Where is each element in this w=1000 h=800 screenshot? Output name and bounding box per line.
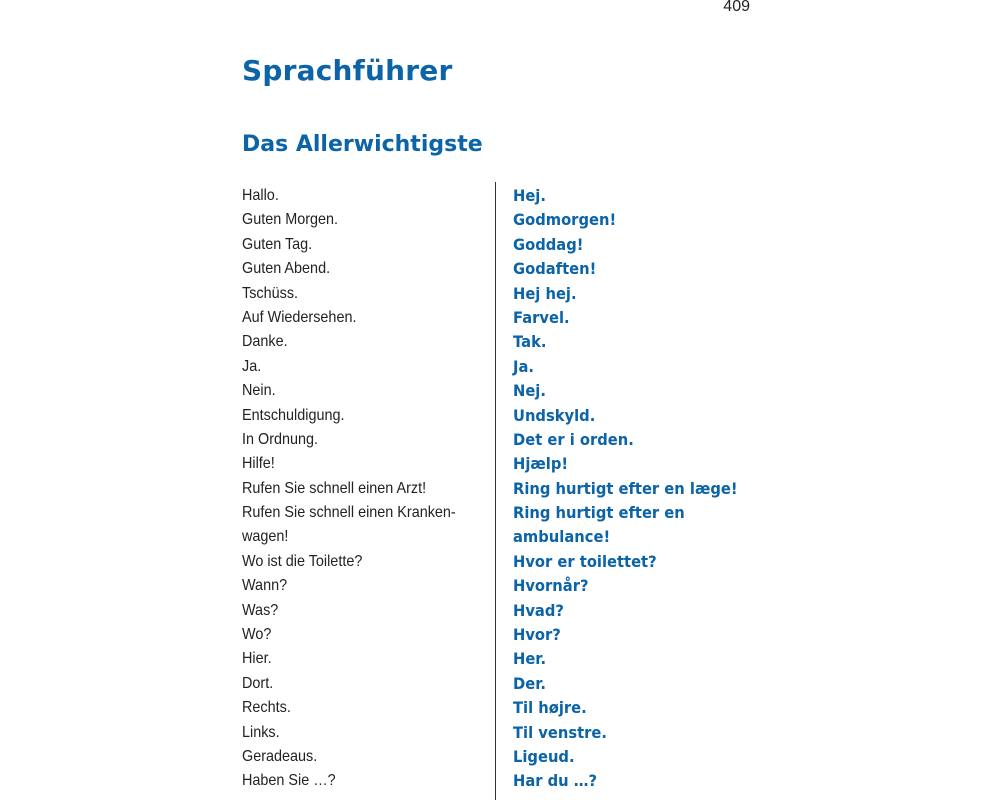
chapter-title: Sprachführer (242, 54, 453, 87)
danish-phrase-line: Her. (513, 649, 547, 669)
phrase-row (242, 306, 802, 330)
german-phrase (242, 379, 463, 403)
danish-phrase (513, 745, 575, 769)
phrase-row (242, 452, 802, 476)
german-phrase-line: Links. (242, 723, 280, 741)
phrase-row (242, 477, 802, 501)
danish-phrase-line: Nej. (513, 381, 546, 401)
phrase-row (242, 233, 802, 257)
german-phrase-line: Ja. (242, 357, 262, 375)
phrase-row (242, 404, 802, 428)
danish-phrase-line: Hvad? (513, 600, 564, 620)
section-title: Das Allerwichtigste (242, 132, 483, 157)
german-phrase (242, 501, 463, 550)
danish-phrase-line: Goddag! (513, 234, 584, 254)
german-phrase-line: Rufen Sie schnell einen Kranken- (242, 504, 456, 522)
german-phrase-line: Wo? (242, 626, 272, 644)
danish-phrase (513, 355, 534, 379)
danish-phrase-line: Godmorgen! (513, 210, 617, 230)
danish-phrase (513, 184, 546, 208)
danish-phrase (513, 257, 596, 281)
german-phrase-line: Haben Sie …? (242, 772, 336, 790)
danish-phrase-line: Det er i orden. (513, 429, 634, 449)
german-phrase-line: Nein. (242, 382, 276, 400)
german-phrase-line: Dort. (242, 674, 274, 692)
danish-phrase-line: Hvor er toilettet? (513, 551, 657, 571)
danish-phrase-line: Hvornår? (513, 576, 589, 596)
german-phrase-line: Hier. (242, 650, 272, 668)
german-phrase (242, 282, 463, 306)
danish-phrase-line: Hej hej. (513, 283, 577, 303)
danish-phrase-line: ambulance! (513, 527, 611, 547)
german-phrase (242, 184, 463, 208)
danish-phrase (513, 379, 546, 403)
danish-phrase (513, 672, 546, 696)
german-phrase-line: wagen! (242, 528, 289, 546)
german-phrase-line: Danke. (242, 333, 288, 351)
danish-phrase-line: Ligeud. (513, 747, 575, 766)
danish-phrase-line: Hjælp! (513, 454, 569, 474)
danish-phrase (513, 306, 570, 330)
danish-phrase-line: Godaften! (513, 259, 597, 279)
danish-phrase (513, 452, 568, 476)
danish-phrase (513, 428, 634, 452)
danish-phrase-line: Ring hurtigt efter en (513, 503, 685, 523)
german-phrase (242, 330, 463, 354)
german-phrase (242, 208, 463, 232)
phrase-row (242, 257, 802, 281)
german-phrase-line: Rufen Sie schnell einen Arzt! (242, 479, 427, 497)
phrase-row (242, 282, 802, 306)
german-phrase (242, 574, 463, 598)
phrase-row (242, 599, 802, 623)
german-phrase (242, 428, 463, 452)
german-phrase (242, 721, 463, 745)
danish-phrase-line: Hvor? (513, 625, 561, 645)
danish-phrase (513, 550, 657, 574)
german-phrase (242, 599, 463, 623)
phrase-row (242, 379, 802, 403)
german-phrase (242, 355, 463, 379)
danish-phrase (513, 233, 583, 257)
german-phrase-line: Wo ist die Toilette? (242, 552, 363, 570)
german-phrase (242, 257, 463, 281)
phrase-row (242, 574, 802, 598)
danish-phrase-line: Der. (513, 673, 546, 693)
danish-phrase (513, 769, 597, 793)
danish-phrase-line: Hej. (513, 186, 546, 205)
danish-phrase (513, 599, 564, 623)
danish-phrase (513, 477, 738, 501)
german-phrase-line: Wann? (242, 577, 288, 595)
german-phrase-line: Geradeaus. (242, 748, 318, 765)
phrase-row (242, 721, 802, 745)
german-phrase-line: Entschuldigung. (242, 406, 345, 424)
danish-phrase-line: Ja. (513, 356, 535, 376)
phrase-row (242, 208, 802, 232)
danish-phrase (513, 208, 616, 232)
danish-phrase (513, 721, 607, 745)
german-phrase-line: Guten Abend. (242, 260, 331, 278)
danish-phrase (513, 282, 577, 306)
phrase-row (242, 696, 802, 720)
german-phrase (242, 452, 463, 476)
german-phrase-line: Auf Wiedersehen. (242, 308, 357, 326)
phrase-row (242, 184, 802, 208)
german-phrase-line: Hilfe! (242, 455, 275, 473)
german-phrase (242, 306, 463, 330)
german-phrase (242, 769, 463, 793)
phrase-row (242, 501, 802, 550)
german-phrase (242, 404, 463, 428)
german-phrase-line: In Ordnung. (242, 430, 319, 448)
german-phrase (242, 672, 463, 696)
german-phrase-line: Guten Morgen. (242, 211, 339, 229)
danish-phrase-line: Har du …? (513, 771, 598, 791)
page-number: 409 (723, 0, 750, 15)
danish-phrase-line: Til venstre. (513, 722, 607, 742)
german-phrase (242, 477, 463, 501)
german-phrase-line: Hallo. (242, 187, 279, 204)
phrase-row (242, 745, 802, 769)
phrase-row (242, 672, 802, 696)
danish-phrase-line: Ring hurtigt efter en læge! (513, 478, 738, 498)
danish-phrase (513, 330, 546, 354)
phrase-row (242, 428, 802, 452)
phrase-table (242, 184, 802, 794)
german-phrase (242, 550, 463, 574)
german-phrase (242, 623, 463, 647)
danish-phrase-line: Undskyld. (513, 405, 596, 425)
phrase-row (242, 647, 802, 671)
german-phrase-line: Was? (242, 601, 279, 619)
danish-phrase-line: Til højre. (513, 698, 587, 718)
phrase-row (242, 550, 802, 574)
german-phrase (242, 647, 463, 671)
phrase-row (242, 769, 802, 793)
danish-phrase (513, 623, 561, 647)
german-phrase-line: Rechts. (242, 699, 291, 717)
danish-phrase (513, 696, 587, 720)
phrase-row (242, 330, 802, 354)
danish-phrase-line: Tak. (513, 332, 547, 352)
phrase-row (242, 355, 802, 379)
phrase-row (242, 623, 802, 647)
german-phrase-line: Guten Tag. (242, 235, 313, 253)
danish-phrase-line: Farvel. (513, 307, 570, 327)
danish-phrase (513, 404, 595, 428)
german-phrase (242, 233, 463, 257)
danish-phrase (513, 501, 685, 550)
german-phrase (242, 745, 463, 769)
german-phrase (242, 696, 463, 720)
danish-phrase (513, 647, 546, 671)
danish-phrase (513, 574, 588, 598)
german-phrase-line: Tschüss. (242, 284, 299, 302)
